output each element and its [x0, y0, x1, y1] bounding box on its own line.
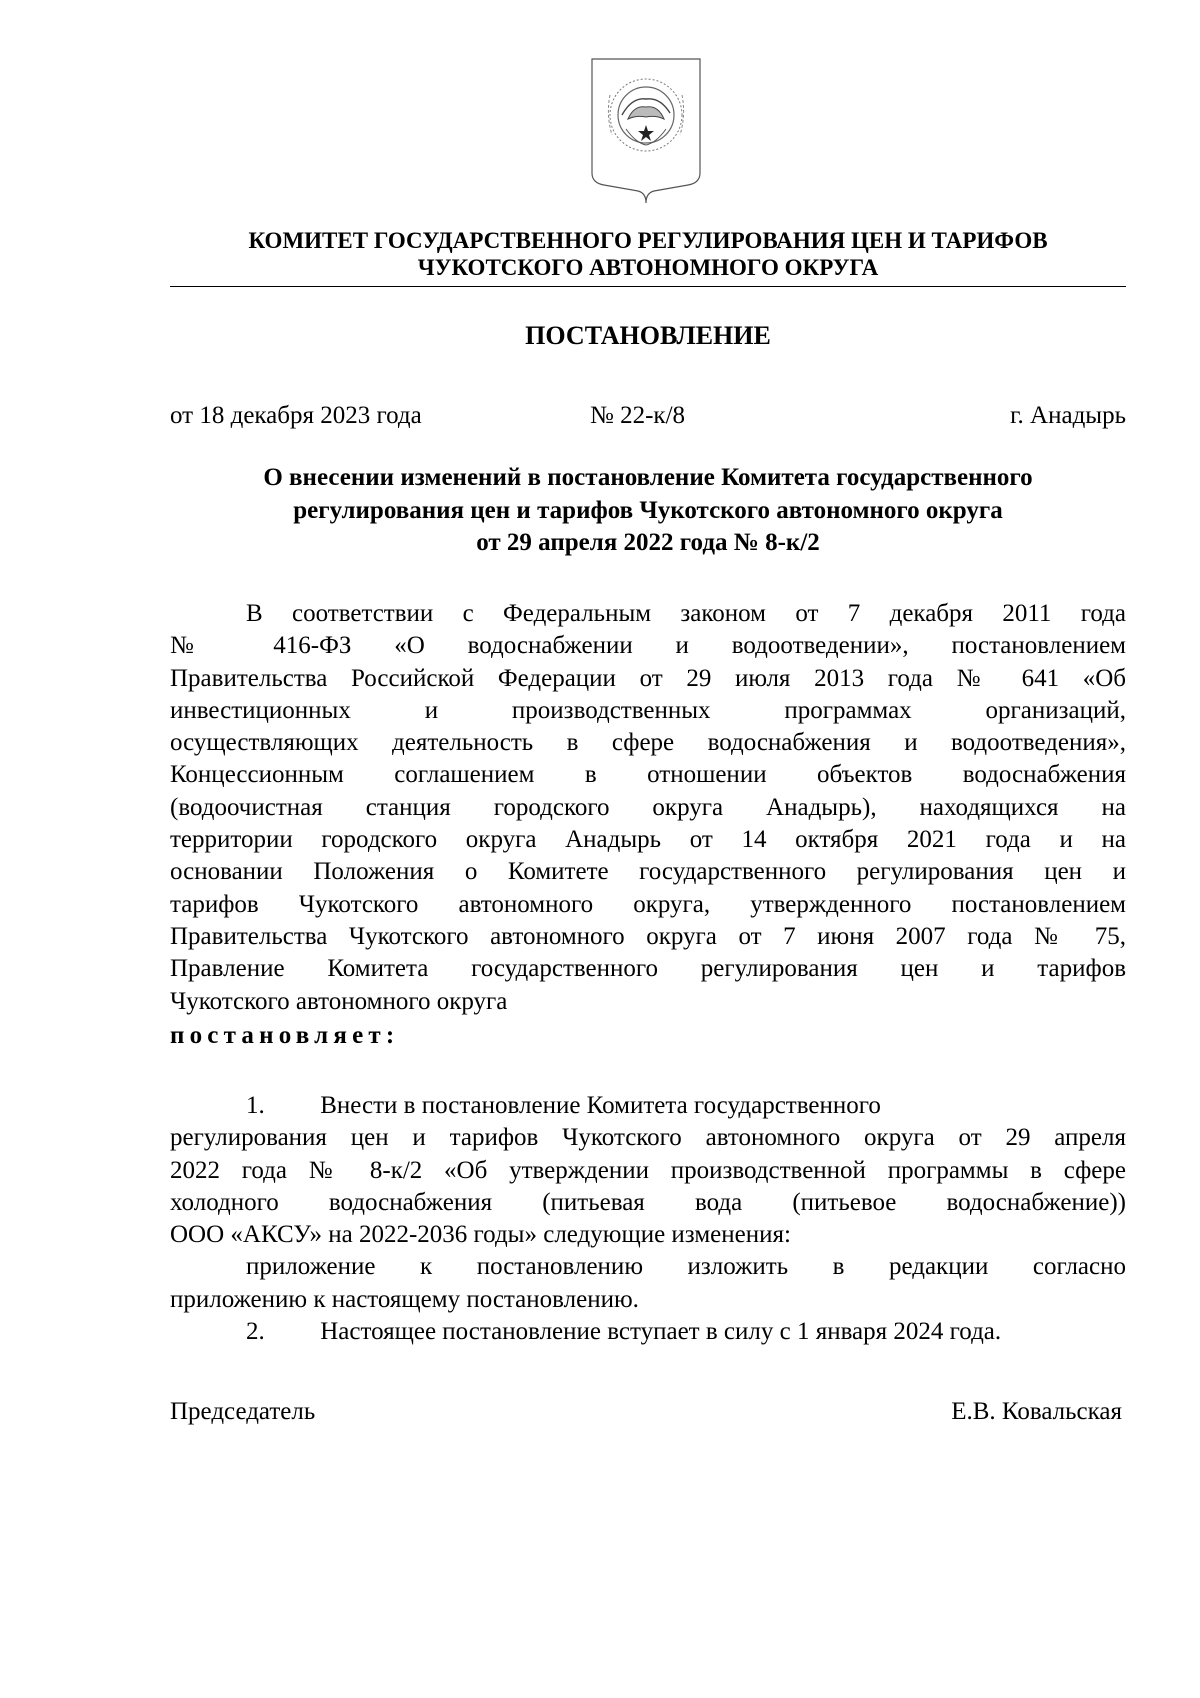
decree-word: постановляет: [170, 1022, 400, 1049]
preamble-line: № 416-ФЗ «О водоснабжении и водоотведении», постановлением [170, 632, 1126, 660]
preamble-line: осуществляющих деятельность в сфере водоснабжения и водоотведения», [170, 729, 1126, 757]
document-date: от 18 декабря 2023 года [170, 402, 422, 429]
item-1-line: холодного водоснабжения (питьевая вода (питьевое водоснабжение)) [170, 1188, 1126, 1216]
item-1-text: Внести в постановление Комитета государственного [320, 1092, 881, 1119]
signatory-position: Председатель [170, 1398, 316, 1425]
document-number: № 22-к/8 [590, 402, 686, 429]
signature-block [170, 1396, 1126, 1428]
item-1-line: 2022 года № 8-к/2 «Об утверждении производственной программы в сфере [170, 1156, 1126, 1184]
preamble-line: инвестиционных и производственных программах организаций, [170, 696, 1126, 724]
preamble-line: территории городского округа Анадырь от 14 октября 2021 года и на [170, 826, 1126, 854]
preamble-line: основании Положения о Комитете государственного регулирования цен и [170, 858, 1126, 886]
item-1-sub-line: приложение к постановлению изложить в редакции согласно [246, 1253, 1126, 1281]
document-city: г. Анадырь [1010, 402, 1126, 429]
item-1-sub-line: приложению к настоящему постановлению. [170, 1285, 639, 1313]
document-subject [170, 462, 1126, 560]
preamble-line: Правление Комитета государственного регулирования цен и тарифов [170, 955, 1126, 983]
item-2-number: 2. [246, 1318, 265, 1346]
subject-line: от 29 апреля 2022 года № 8-к/2 [476, 529, 820, 556]
preamble-line: В соответствии с Федеральным законом от 7 декабря 2011 года [246, 600, 1126, 627]
subject-line: регулирования цен и тарифов Чукотского автономного округа [293, 496, 1003, 524]
header-divider [170, 286, 1126, 287]
organization-name-line1: КОМИТЕТ ГОСУДАРСТВЕННОГО РЕГУЛИРОВАНИЯ ЦЕН И ТАРИФОВ [248, 228, 1048, 253]
preamble-line: тарифов Чукотского автономного округа, утвержденного постановлением [170, 890, 1126, 918]
preamble-line: (водоочистная станция городского округа Анадырь), находящихся на [170, 793, 1126, 821]
subject-line: О внесении изменений в постановление Комитета государственного [263, 464, 1033, 491]
document-meta [170, 400, 1126, 432]
preamble-line: Правительства Российской Федерации от 29 июля 2013 года № 641 «Об [170, 664, 1126, 692]
item-2-line [170, 1316, 1126, 1348]
organization-header [170, 227, 1126, 281]
item-2-text: Настоящее постановление вступает в силу с 1 января 2024 года. [320, 1318, 1002, 1346]
coat-of-arms-emblem [588, 55, 704, 205]
item-1-first-line [170, 1090, 1126, 1122]
signatory-name: Е.В. Ковальская [951, 1398, 1122, 1425]
document-type: ПОСТАНОВЛЕНИЕ [525, 321, 771, 350]
item-1-line: регулирования цен и тарифов Чукотского автономного округа от 29 апреля [170, 1124, 1126, 1152]
organization-name-line2: ЧУКОТСКОГО АВТОНОМНОГО ОКРУГА [417, 255, 879, 280]
item-1-number: 1. [246, 1092, 265, 1119]
preamble-paragraph [170, 598, 1126, 1018]
preamble-line: Правительства Чукотского автономного округа от 7 июня 2007 года № 75, [170, 922, 1126, 950]
preamble-line: Чукотского автономного округа [170, 987, 508, 1015]
item-1-line: ООО «АКСУ» на 2022-2036 годы» следующие изменения: [170, 1221, 791, 1249]
decree-items [170, 1090, 1126, 1348]
preamble-line: Концессионным соглашением в отношении объектов водоснабжения [170, 761, 1126, 789]
